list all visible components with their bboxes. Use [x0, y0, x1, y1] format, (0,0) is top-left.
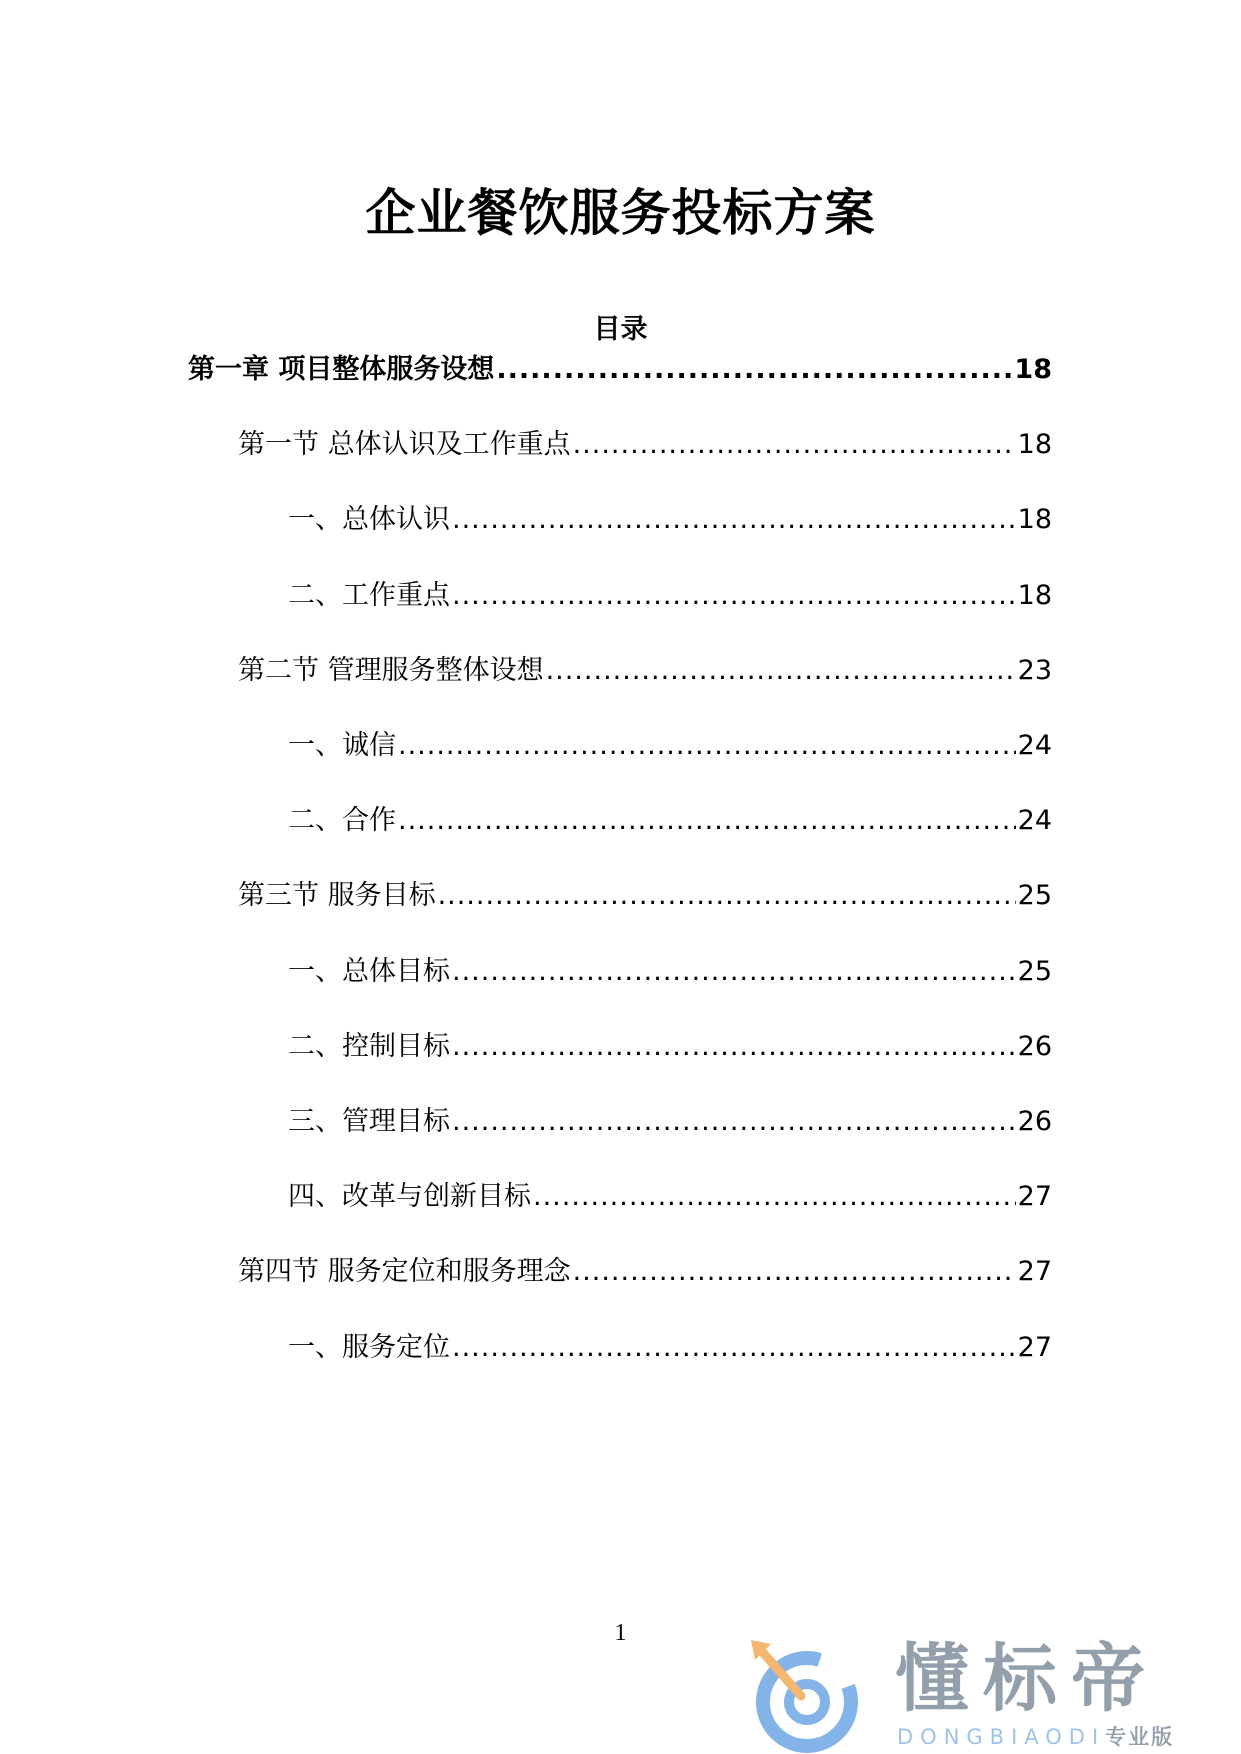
- toc-dot-leader: [438, 876, 1016, 916]
- toc-entry-title: 第四节 服务定位和服务理念: [238, 1256, 571, 1287]
- toc-entry[interactable]: [288, 1328, 1052, 1368]
- watermark-brand: 懂标帝: [895, 1636, 1159, 1722]
- toc-entry-title: 一、服务定位: [288, 1332, 450, 1363]
- toc-entry-page: 24: [1017, 730, 1052, 761]
- watermark: [745, 1636, 1235, 1754]
- toc-entry-page: 26: [1017, 1106, 1052, 1137]
- toc-dot-leader: [452, 576, 1016, 616]
- toc-entry[interactable]: [288, 952, 1052, 992]
- toc-entry-page: 18: [1017, 429, 1052, 460]
- toc-entry[interactable]: [238, 1252, 1052, 1292]
- toc-dot-leader: [533, 1177, 1016, 1217]
- toc-dot-leader: [573, 1252, 1016, 1292]
- toc-entry[interactable]: [288, 576, 1052, 616]
- toc-entry-title: 第一节 总体认识及工作重点: [238, 429, 571, 460]
- toc-entry[interactable]: [288, 1027, 1052, 1067]
- toc-dot-leader: [573, 425, 1016, 465]
- toc-entry-title: 二、工作重点: [288, 580, 450, 611]
- toc-entry[interactable]: [288, 801, 1052, 841]
- toc-entry-title: 二、合作: [288, 805, 396, 836]
- toc-entry-title: 第一章 项目整体服务设想: [188, 354, 495, 385]
- toc-dot-leader: [496, 350, 1012, 390]
- toc-dot-leader: [452, 1328, 1016, 1368]
- page-number: 1: [614, 1620, 627, 1646]
- target-arrow-icon: [745, 1636, 865, 1754]
- toc-dot-leader: [546, 651, 1016, 691]
- document-title: 企业餐饮服务投标方案: [365, 184, 876, 242]
- toc-entry-page: 26: [1017, 1031, 1052, 1062]
- toc-entry-page: 27: [1017, 1332, 1052, 1363]
- toc-entry[interactable]: [238, 425, 1052, 465]
- toc-dot-leader: [452, 1102, 1016, 1142]
- toc-dot-leader: [452, 1027, 1016, 1067]
- watermark-edition: 专业版: [1105, 1725, 1175, 1749]
- toc-entry-page: 25: [1017, 880, 1052, 911]
- toc-entry[interactable]: [288, 726, 1052, 766]
- toc-entry[interactable]: [238, 876, 1052, 916]
- toc-entry-title: 一、诚信: [288, 730, 396, 761]
- toc-entry-title: 二、控制目标: [288, 1031, 450, 1062]
- watermark-subtitle: [897, 1724, 1174, 1750]
- toc-entry-page: 27: [1017, 1181, 1052, 1212]
- toc-entry[interactable]: [188, 350, 1052, 390]
- toc-entry-title: 一、总体目标: [288, 956, 450, 987]
- toc-entry[interactable]: [288, 500, 1052, 540]
- toc-entry-page: 18: [1014, 354, 1052, 385]
- toc-entry[interactable]: [288, 1102, 1052, 1142]
- toc-entry-page: 25: [1017, 956, 1052, 987]
- toc-heading: 目录: [593, 314, 648, 345]
- toc-entry-page: 18: [1017, 504, 1052, 535]
- toc-entry-page: 24: [1017, 805, 1052, 836]
- toc-entry-page: 18: [1017, 580, 1052, 611]
- toc-dot-leader: [452, 500, 1016, 540]
- toc-dot-leader: [452, 952, 1016, 992]
- toc-entry-title: 第三节 服务目标: [238, 880, 436, 911]
- toc-entry-title: 第二节 管理服务整体设想: [238, 655, 544, 686]
- toc-entry-title: 三、管理目标: [288, 1106, 450, 1137]
- toc-entry-title: 一、总体认识: [288, 504, 450, 535]
- toc-entry-page: 23: [1017, 655, 1052, 686]
- toc-entry[interactable]: [238, 651, 1052, 691]
- toc-entry-page: 27: [1017, 1256, 1052, 1287]
- watermark-pinyin: DONGBIAODI: [897, 1725, 1106, 1749]
- toc-entry[interactable]: [288, 1177, 1052, 1217]
- toc-dot-leader: [398, 801, 1016, 841]
- toc-dot-leader: [398, 726, 1016, 766]
- toc-entry-title: 四、改革与创新目标: [288, 1181, 531, 1212]
